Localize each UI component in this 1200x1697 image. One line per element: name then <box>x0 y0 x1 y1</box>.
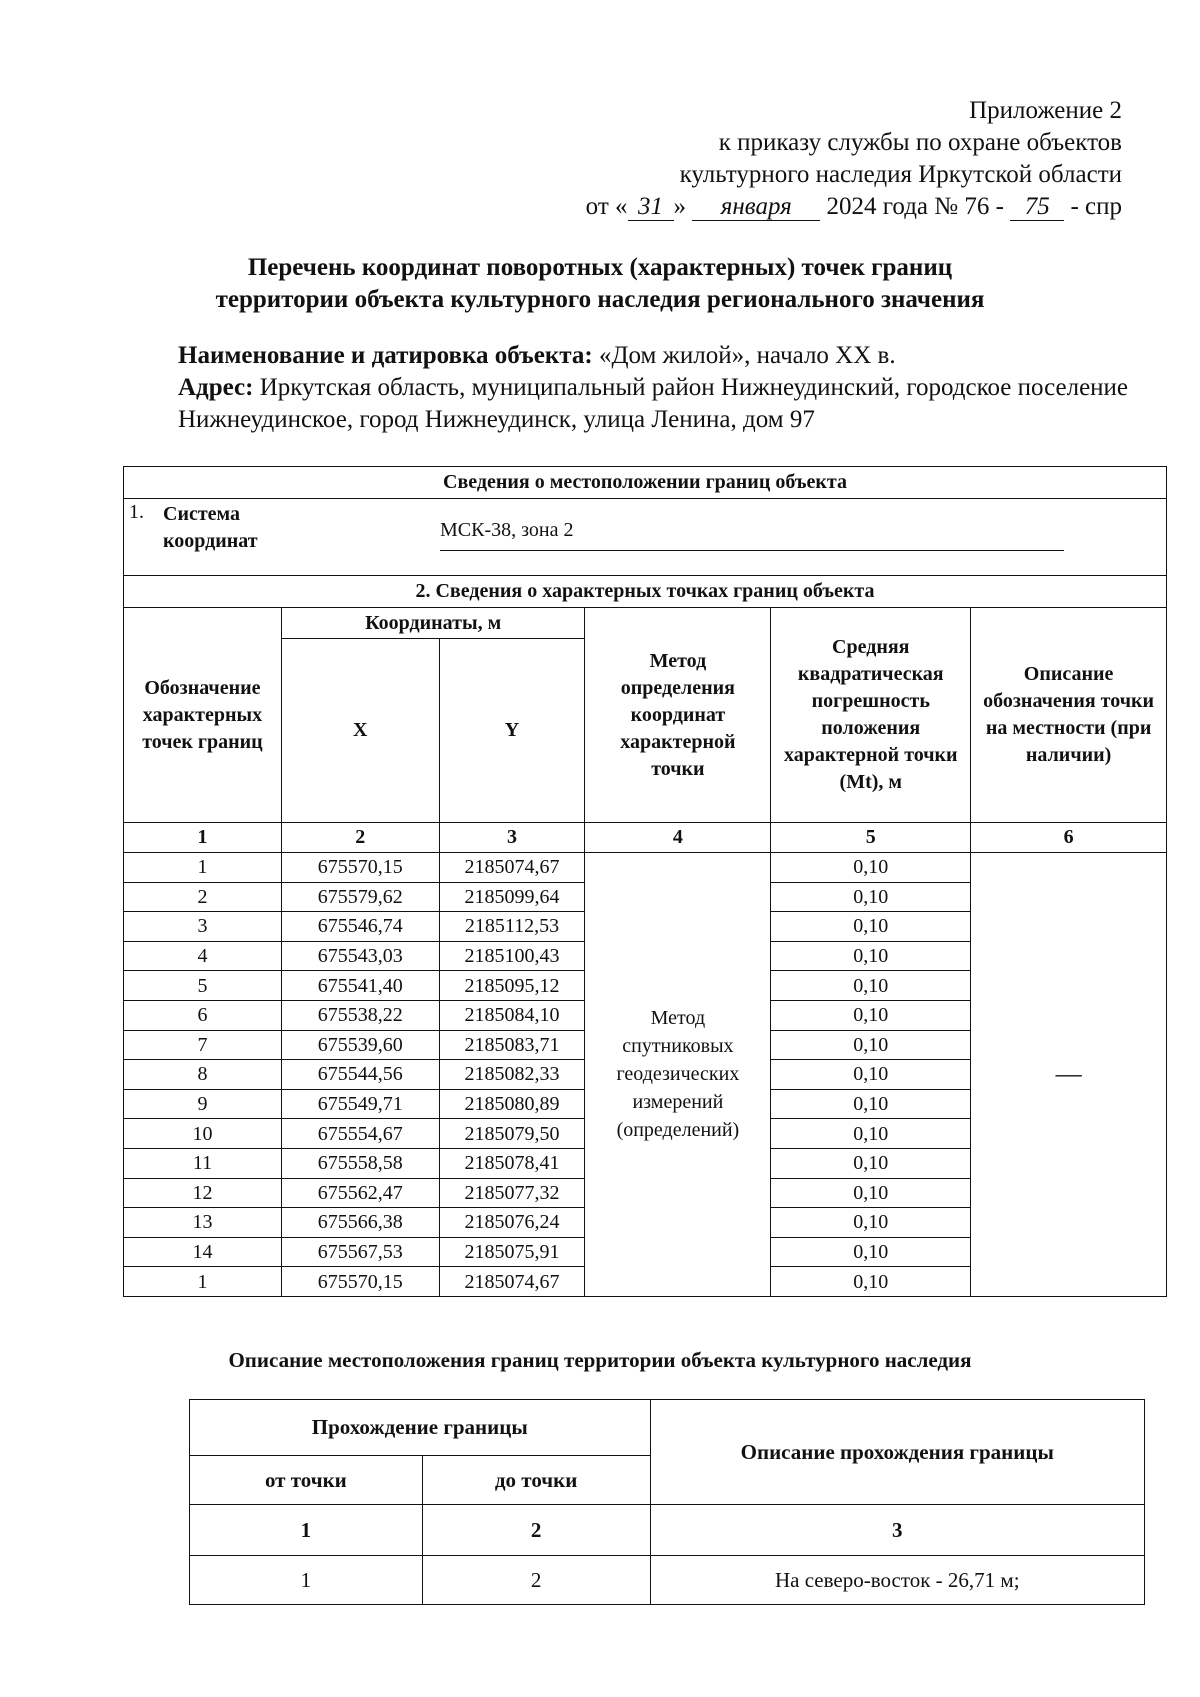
x-cell: 675546,74 <box>281 912 439 942</box>
appendix-line1: Приложение 2 <box>969 97 1122 124</box>
y-cell: 2185078,41 <box>439 1148 585 1178</box>
point-cell: 1 <box>124 1267 282 1297</box>
point-cell: 3 <box>124 912 282 942</box>
point-cell: 5 <box>124 971 282 1001</box>
col-number-2: 2 <box>281 823 439 853</box>
y-cell: 2185079,50 <box>439 1119 585 1149</box>
point-cell: 6 <box>124 1000 282 1030</box>
col-number-4: 4 <box>585 823 771 853</box>
y-cell: 2185080,89 <box>439 1089 585 1119</box>
coord-system-label: Система координат <box>163 503 258 552</box>
error-cell: 0,10 <box>771 1267 971 1297</box>
error-cell: 0,10 <box>771 912 971 942</box>
date-prefix: от « <box>585 193 628 220</box>
passage-description-cell: На северо-восток - 26,71 м; <box>650 1556 1144 1605</box>
col-number-3: 3 <box>650 1505 1144 1556</box>
section2-title: 2. Сведения о характерных точках границ объекта <box>124 576 1167 608</box>
date-mid: » <box>673 193 687 220</box>
x-cell: 675562,47 <box>281 1178 439 1208</box>
description-cell: — <box>971 853 1167 1297</box>
table-row <box>190 1556 1145 1605</box>
error-cell: 0,10 <box>771 1178 971 1208</box>
y-cell: 2185099,64 <box>439 882 585 912</box>
x-cell: 675541,40 <box>281 971 439 1001</box>
y-cell: 2185095,12 <box>439 971 585 1001</box>
date-year-text: 2024 года № 76 - <box>826 193 1004 220</box>
table-row <box>124 853 1167 883</box>
error-cell: 0,10 <box>771 1089 971 1119</box>
appendix-line2: к приказу службы по охране объектов <box>718 129 1122 156</box>
point-cell: 2 <box>124 882 282 912</box>
object-name-line <box>178 340 1140 372</box>
object-address-line <box>178 372 1140 436</box>
header-method: Метод определения координат характерной точки <box>585 608 771 823</box>
header-x: X <box>281 639 439 823</box>
object-address-value: Иркутская область, муниципальный район Нижнеудинский, городское поселение Нижнеудинское, город Нижнеудинск, улица Ленина, дом 97 <box>178 374 1129 433</box>
boundary-description-title: Описание местоположения границ территории объекта культурного наследия <box>228 1348 972 1372</box>
x-cell: 675554,67 <box>281 1119 439 1149</box>
y-cell: 2185077,32 <box>439 1178 585 1208</box>
section1-title: Сведения о местоположении границ объекта <box>124 467 1167 499</box>
x-cell: 675544,56 <box>281 1060 439 1090</box>
title-line2: территории объекта культурного наследия регионального значения <box>215 286 985 313</box>
y-cell: 2185076,24 <box>439 1208 585 1238</box>
y-cell: 2185084,10 <box>439 1000 585 1030</box>
error-cell: 0,10 <box>771 1237 971 1267</box>
header-from-point: от точки <box>190 1456 423 1505</box>
header-y: Y <box>439 639 585 823</box>
error-cell: 0,10 <box>771 1208 971 1238</box>
appendix-date-line <box>586 191 1122 223</box>
y-cell: 2185100,43 <box>439 941 585 971</box>
header-to-point: до точки <box>422 1456 650 1505</box>
x-cell: 675567,53 <box>281 1237 439 1267</box>
x-cell: 675566,38 <box>281 1208 439 1238</box>
error-cell: 0,10 <box>771 1119 971 1149</box>
x-cell: 675549,71 <box>281 1089 439 1119</box>
to-cell: 2 <box>422 1556 650 1605</box>
y-cell: 2185074,67 <box>439 853 585 883</box>
header-error: Средняя квадратическая погрешность положения характерной точки (Mt), м <box>771 608 971 823</box>
header-passage-description: Описание прохождения границы <box>650 1400 1144 1505</box>
x-cell: 675579,62 <box>281 882 439 912</box>
y-cell: 2185075,91 <box>439 1237 585 1267</box>
point-cell: 7 <box>124 1030 282 1060</box>
coord-system-number: 1. <box>129 501 144 523</box>
handwritten-month: января <box>692 194 820 221</box>
col-number-5: 5 <box>771 823 971 853</box>
from-cell: 1 <box>190 1556 423 1605</box>
point-cell: 10 <box>124 1119 282 1149</box>
error-cell: 0,10 <box>771 941 971 971</box>
col-number-1: 1 <box>124 823 282 853</box>
y-cell: 2185082,33 <box>439 1060 585 1090</box>
point-cell: 13 <box>124 1208 282 1238</box>
x-cell: 675543,03 <box>281 941 439 971</box>
handwritten-order-number: 75 <box>1010 194 1064 221</box>
x-cell: 675539,60 <box>281 1030 439 1060</box>
x-cell: 675558,58 <box>281 1148 439 1178</box>
y-cell: 2185074,67 <box>439 1267 585 1297</box>
coord-system-underline <box>440 550 1064 551</box>
point-cell: 14 <box>124 1237 282 1267</box>
coordinate-system-cell <box>124 499 1167 576</box>
error-cell: 0,10 <box>771 1148 971 1178</box>
col-number-1: 1 <box>190 1505 423 1556</box>
point-cell: 8 <box>124 1060 282 1090</box>
object-address-label: Адрес: <box>178 374 254 401</box>
object-name-label: Наименование и датировка объекта: <box>178 342 593 369</box>
col-number-2: 2 <box>422 1505 650 1556</box>
document-title <box>0 252 1200 316</box>
appendix-line3: культурного наследия Иркутской области <box>679 161 1122 188</box>
error-cell: 0,10 <box>771 853 971 883</box>
error-cell: 0,10 <box>771 1060 971 1090</box>
error-cell: 0,10 <box>771 882 971 912</box>
x-cell: 675570,15 <box>281 1267 439 1297</box>
header-point: Обозначение характерных точек границ <box>124 608 282 823</box>
x-cell: 675570,15 <box>281 853 439 883</box>
col-number-6: 6 <box>971 823 1167 853</box>
object-name-value: «Дом жилой», начало XX в. <box>598 342 896 369</box>
header-description: Описание обозначения точки на местности (при наличии) <box>971 608 1167 823</box>
location-table <box>123 466 1167 1297</box>
appendix-header <box>586 95 1122 223</box>
boundary-description-table <box>189 1399 1145 1605</box>
y-cell: 2185112,53 <box>439 912 585 942</box>
point-cell: 1 <box>124 853 282 883</box>
error-cell: 0,10 <box>771 971 971 1001</box>
error-cell: 0,10 <box>771 1000 971 1030</box>
header-coords: Координаты, м <box>281 608 585 639</box>
object-info <box>178 340 1140 436</box>
x-cell: 675538,22 <box>281 1000 439 1030</box>
method-cell: Метод спутниковых геодезических измерений (определений) <box>585 853 771 1297</box>
coord-system-value: МСК-38, зона 2 <box>440 519 574 541</box>
order-suffix: - спр <box>1070 193 1122 220</box>
handwritten-day: 31 <box>628 194 674 221</box>
error-cell: 0,10 <box>771 1030 971 1060</box>
col-number-3: 3 <box>439 823 585 853</box>
y-cell: 2185083,71 <box>439 1030 585 1060</box>
point-cell: 11 <box>124 1148 282 1178</box>
point-cell: 9 <box>124 1089 282 1119</box>
point-cell: 4 <box>124 941 282 971</box>
title-line1: Перечень координат поворотных (характерных) точек границ <box>247 254 953 281</box>
header-passage: Прохождение границы <box>190 1400 651 1456</box>
point-cell: 12 <box>124 1178 282 1208</box>
